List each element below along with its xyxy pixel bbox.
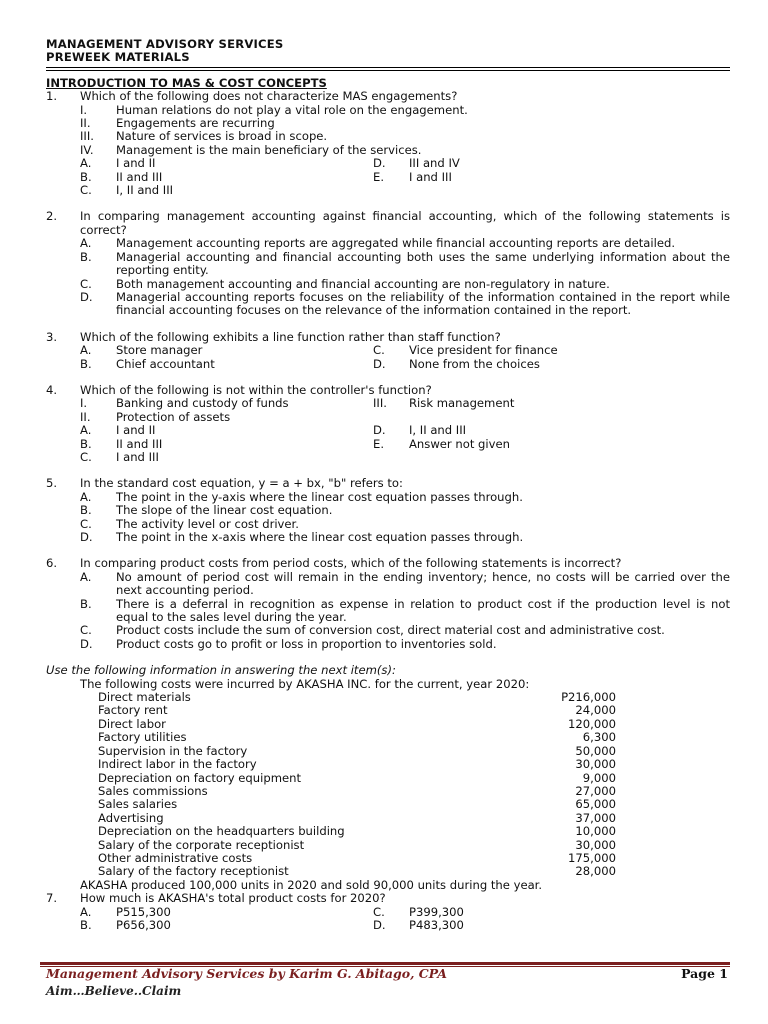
question-number: 2.	[46, 209, 58, 224]
cost-row: Sales salaries 65,000	[98, 797, 616, 812]
q1-choices	[46, 157, 730, 197]
question-number: 1.	[46, 89, 58, 104]
choice-row: C. I and III	[80, 449, 159, 464]
option-item: D. Managerial accounting reports focuses on the reliability of the information contained in the report while financial accounting focuses on the relevance of the information contained in the report.	[80, 289, 730, 318]
choice-row: B. P656,300 D. P483,300	[80, 917, 464, 932]
choice-row: A. P515,300 C. P399,300	[80, 904, 464, 919]
option-item: B. The slope of the linear cost equation.	[80, 503, 333, 518]
q3-choices	[46, 344, 730, 371]
footer-tagline: Aim…Believe..Claim	[46, 984, 182, 998]
cost-row: Salary of the factory receptionist 28,000	[98, 864, 616, 879]
question-number: 6.	[46, 556, 58, 571]
section-title: INTRODUCTION TO MAS & COST CONCEPTS	[46, 75, 327, 90]
question-text: In the standard cost equation, y = a + bx, "b" refers to:	[80, 476, 403, 491]
question-number: 7.	[46, 891, 58, 906]
cost-row: Direct materials P216,000	[98, 690, 616, 705]
roman-item: IV. Management is the main beneficiary of the services.	[80, 142, 422, 157]
page-number: Page 1	[681, 966, 728, 981]
choice-row: B. II and III E. I and III	[80, 169, 452, 184]
option-item: A. No amount of period cost will remain in the ending inventory; hence, no costs will be carried over the next accounting period.	[80, 569, 730, 598]
choice-row: II. Protection of assets	[80, 409, 231, 424]
cost-row: Supervision in the factory 50,000	[98, 743, 616, 758]
cost-row: Indirect labor in the factory 30,000	[98, 757, 616, 772]
cost-row: Depreciation on the headquarters building 10,000	[98, 824, 616, 839]
choice-row: I. Banking and custody of funds III. Risk management	[80, 396, 515, 411]
cost-row: Advertising 37,000	[98, 810, 616, 825]
q1-roman-list	[46, 104, 730, 158]
q5-options	[46, 491, 730, 545]
document-page	[46, 38, 730, 932]
q4-choices	[46, 397, 730, 464]
header-divider	[46, 70, 730, 71]
roman-item: II. Engagements are recurring	[80, 116, 275, 131]
info-intro: Use the following information in answering the next item(s):	[46, 663, 396, 678]
option-item: B. There is a deferral in recognition as expense in relation to product cost if the production level is not equal to the sales level during the year.	[80, 596, 730, 625]
question-number: 3.	[46, 329, 58, 344]
question-text: In comparing product costs from period costs, which of the following statements is incorrect?	[80, 556, 622, 571]
header-title: MANAGEMENT ADVISORY SERVICES	[46, 37, 284, 51]
option-item: C. The activity level or cost driver.	[80, 516, 299, 531]
question-1	[46, 90, 730, 103]
question-5	[46, 477, 730, 490]
cost-row: Sales commissions 27,000	[98, 783, 616, 798]
choice-row: B. Chief accountant D. None from the choices	[80, 356, 540, 371]
question-number: 5.	[46, 476, 58, 491]
option-item: B. Managerial accounting and financial accounting both uses the same underlying information about the reporting entity.	[80, 249, 730, 278]
question-4	[46, 384, 730, 397]
question-6	[46, 557, 730, 570]
question-text: Which of the following exhibits a line function rather than staff function?	[80, 329, 501, 344]
q6-options	[46, 571, 730, 651]
footer-divider	[40, 962, 730, 965]
q7-choices	[46, 906, 730, 933]
question-3	[46, 331, 730, 344]
footer-author: Management Advisory Services by Karim G. Abitago, CPA	[46, 966, 447, 981]
question-number: 4.	[46, 382, 58, 397]
question-7	[46, 892, 730, 905]
option-item: A. The point in the y-axis where the linear cost equation passes through.	[80, 489, 523, 504]
choice-row: A. Store manager C. Vice president for finance	[80, 343, 558, 358]
option-item: D. The point in the x-axis where the linear cost equation passes through.	[80, 530, 524, 544]
question-text: In comparing management accounting against financial accounting, which of the following statements is correct?	[80, 209, 730, 237]
roman-item: III. Nature of services is broad in scope.	[80, 129, 328, 144]
option-item: C. Both management accounting and financial accounting are non-regulatory in nature.	[80, 276, 610, 291]
info-closing: AKASHA produced 100,000 units in 2020 and sold 90,000 units during the year.	[80, 877, 543, 892]
choice-row: A. I and II D. III and IV	[80, 156, 460, 171]
cost-list	[46, 691, 730, 879]
option-item: A. Management accounting reports are aggregated while financial accounting reports are detailed.	[80, 236, 676, 251]
option-item: D. Product costs go to profit or loss in proportion to inventories sold.	[80, 636, 497, 651]
cost-row: Direct labor 120,000	[98, 716, 616, 731]
question-text: Which of the following is not within the controller's function?	[80, 382, 432, 397]
q2-options	[46, 237, 730, 317]
choice-row: B. II and III E. Answer not given	[80, 436, 510, 451]
cost-row: Salary of the corporate receptionist 30,000	[98, 837, 616, 852]
question-text: How much is AKASHA's total product costs for 2020?	[80, 891, 386, 906]
question-text: Which of the following does not characterize MAS engagements?	[80, 89, 458, 104]
cost-row: Other administrative costs 175,000	[98, 850, 616, 865]
info-lead: The following costs were incurred by AKASHA INC. for the current, year 2020:	[80, 676, 530, 691]
cost-row: Factory rent 24,000	[98, 703, 616, 718]
option-item: C. Product costs include the sum of conversion cost, direct material cost and administrative cost.	[80, 623, 665, 638]
question-2	[46, 210, 730, 237]
cost-row: Factory utilities 6,300	[98, 730, 616, 745]
roman-item: I. Human relations do not play a vital role on the engagement.	[80, 102, 468, 117]
cost-row: Depreciation on factory equipment 9,000	[98, 770, 616, 785]
choice-row: C. I, II and III	[80, 183, 174, 198]
header-subtitle: PREWEEK MATERIALS	[46, 51, 730, 67]
choice-row: A. I and II D. I, II and III	[80, 423, 467, 438]
